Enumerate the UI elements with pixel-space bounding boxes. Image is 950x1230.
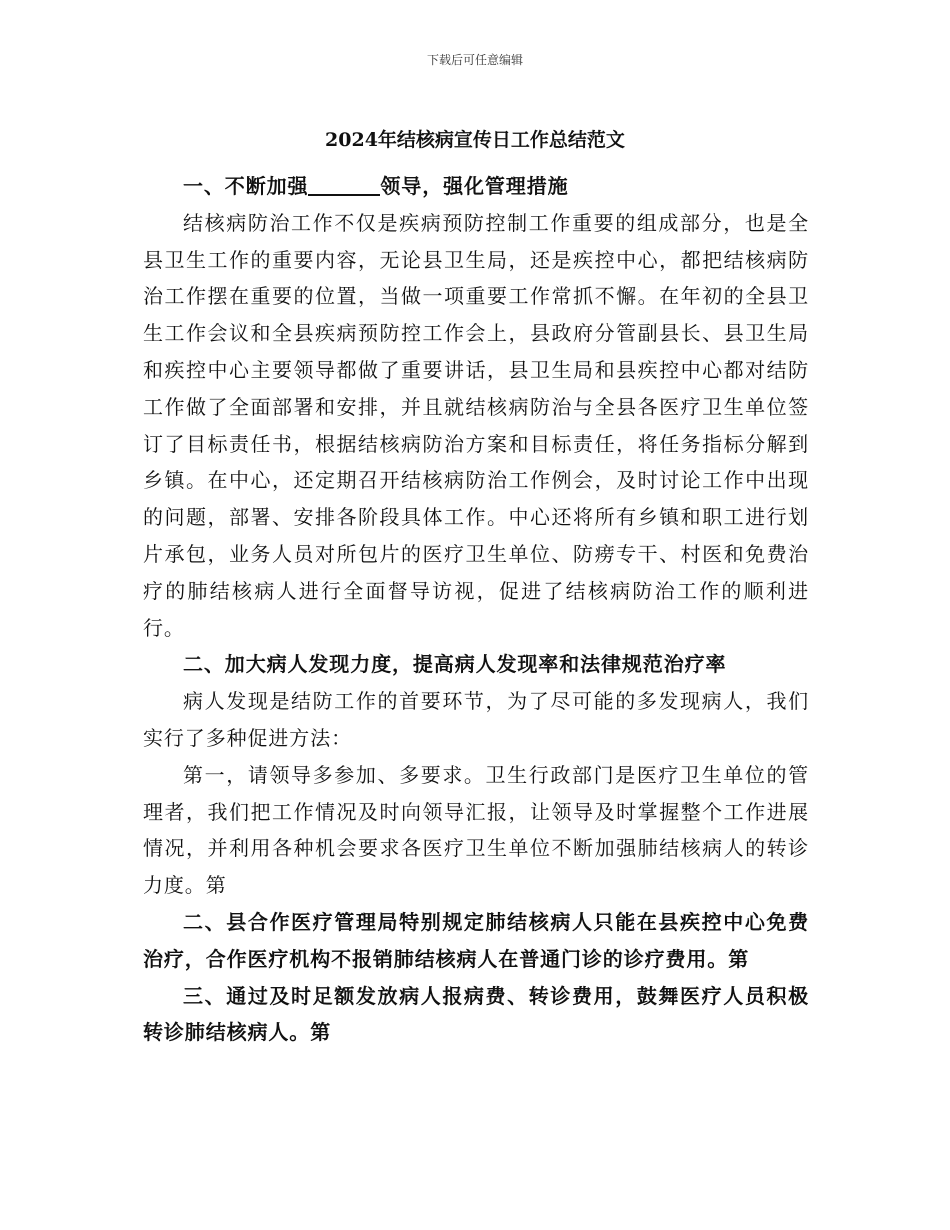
page-header-note: 下载后可任意编辑 <box>426 53 523 67</box>
paragraph-3: 第一，请领导多参加、多要求。卫生行政部门是医疗卫生单位的管理者，我们把工作情况及时向领导汇报，让领导及时掌握整个工作进展情况，并利用各种机会要求各医疗卫生单位不断加强肺结核病人的转诊力度。第 <box>143 762 809 898</box>
section-heading-1-text-before: 一、不断加强 <box>183 174 309 198</box>
document-title: 2024年结核病宣传日工作总结范文 <box>325 129 625 151</box>
document-body <box>143 168 809 1051</box>
section-heading-1-text-after: 领导，强化管理措施 <box>380 174 569 198</box>
paragraph-5: 三、通过及时足额发放病人报病费、转诊费用，鼓舞医疗人员积极转诊肺结核病人。第 <box>143 983 809 1045</box>
paragraph-4: 二、县合作医疗管理局特别规定肺结核病人只能在县疾控中心免费治疗，合作医疗机构不报销肺结核病人在普通门诊的诊疗费用。第 <box>143 909 809 971</box>
section-heading-2: 二、加大病人发现力度，提高病人发现率和法律规范治疗率 <box>183 652 727 677</box>
paragraph-2: 病人发现是结防工作的首要环节，为了尽可能的多发现病人，我们实行了多种促进方法： <box>143 689 809 750</box>
section-heading-1 <box>143 168 809 205</box>
blank-underline <box>308 174 380 196</box>
paragraph-1: 结核病防治工作不仅是疾病预防控制工作重要的组成部分，也是全县卫生工作的重要内容，无论县卫生局，还是疾控中心，都把结核病防治工作摆在重要的位置，当做一项重要工作常抓不懈。在年初的全县卫生工作会议和全县疾病预防控工作会上，县政府分管副县长、县卫生局和疾控中心主要领导都做了重要讲话，县卫生局和县疾控中心都对结防工作做了全面部署和安排，并且就结核病防治与全县各医疗卫生单位签订了目标责任书，根据结核病防治方案和目标责任，将任务指标分解到乡镇。在中心，还定期召开结核病防治工作例会，及时讨论工作中出现的问题，部署、安排各阶段具体工作。中心还将所有乡镇和职工进行划片承包，业务人员对所包片的医疗卫生单位、防痨专干、村医和免费治疗的肺结核病人进行全面督导访视，促进了结核病防治工作的顺利进行。 <box>143 210 809 640</box>
